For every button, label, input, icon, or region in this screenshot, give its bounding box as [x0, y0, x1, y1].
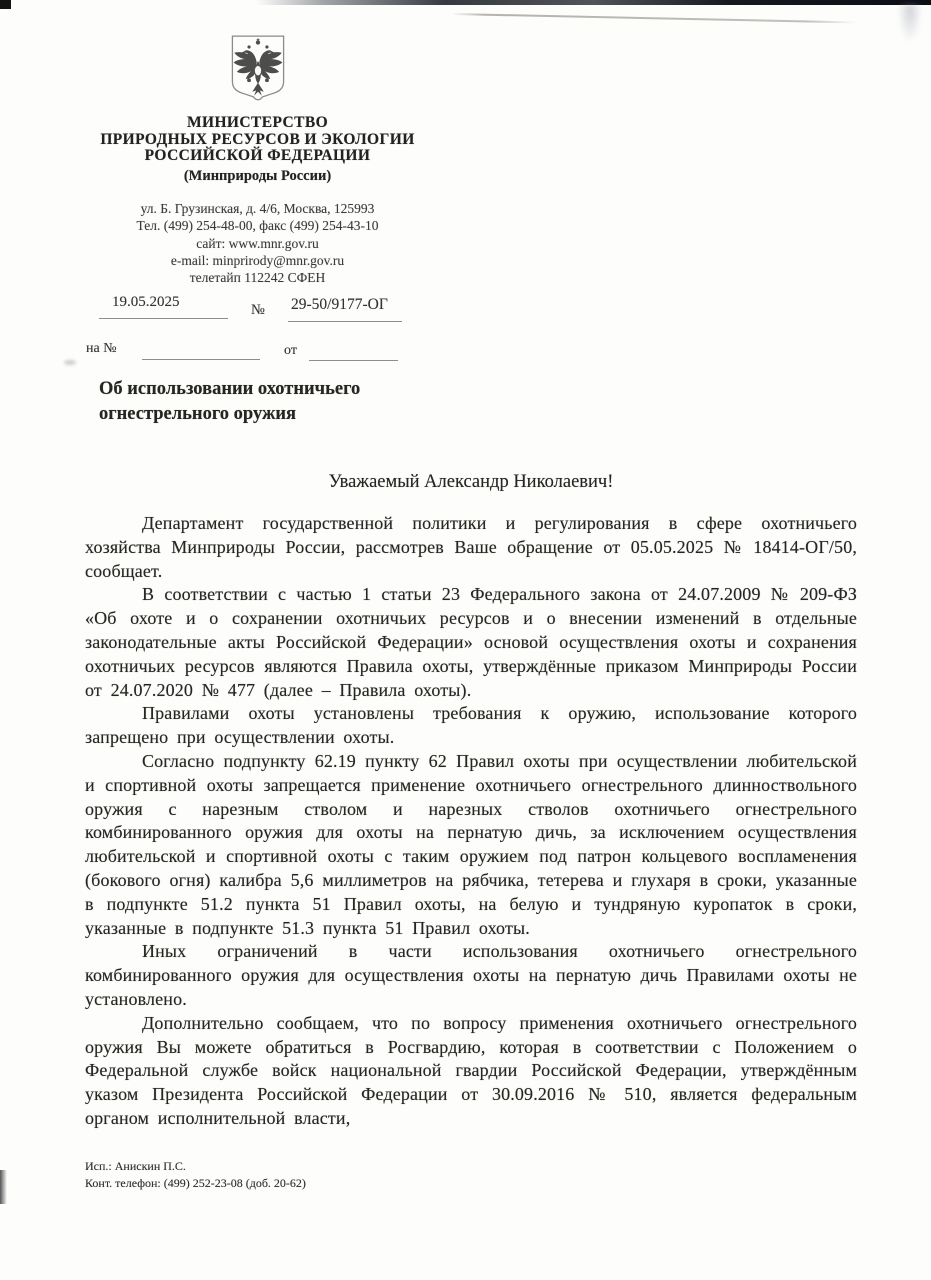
executor-footer [85, 1158, 306, 1191]
salutation: Уважаемый Александр Николаевич! [328, 472, 614, 492]
number-sign-label: № [251, 302, 265, 318]
body-paragraph: Иных ограничений в части использования охотничьего огнестрельного комбинированного оружия для осуществления охоты на пернатую дичь Правилами охоты не установлено. [85, 941, 857, 1009]
body-paragraph: Дополнительно сообщаем, что по вопросу применения охотничьего огнестрельного оружия Вы можете обратиться в Росгвардию, которая в соответствии с Положением о Федеральной службе войск национальной гвардии Российской Федерации, утверждённым указом Президента Российской Федерации от 30.09.2016 № 510, является федеральным органом исполнительной власти, [85, 1012, 857, 1128]
scan-artifact-dot-smudge [64, 360, 76, 365]
ministry-name-line: РОССИЙСКОЙ ФЕДЕРАЦИИ [144, 147, 371, 165]
reply-number-underline [142, 359, 260, 360]
number-underline [288, 321, 402, 322]
letterhead [85, 34, 430, 287]
scan-artifact-top-bar [256, 0, 931, 5]
body-paragraph: Согласно подпункту 62.19 пункту 62 Правил охоты при осуществлении любительской и спортивной охоты запрещается применение охотничьего огнестрельного длинноствольного оружия с нарезным стволом и нарезных стволов охотничьего огнестрельного комбинированного оружия для охоты на пернатую дичь, за исключением осуществления любительской и спортивной охоты с таким оружием под патрон кольцевого воспламенения (бокового огня) калибра 5,6 миллиметров на рябчика, тетерева и глухаря в сроки, указанные в подпункте 51.2 пункта 51 Правил охоты, на белую и тундряную куропаток в сроки, указанные в подпункте 51.3 пункта 51 Правил охоты. [85, 750, 857, 938]
address-line: ул. Б. Грузинская, д. 4/6, Москва, 125993 [140, 200, 375, 216]
letter-body [85, 512, 857, 1131]
russia-coat-of-arms-icon [226, 34, 290, 106]
ministry-name [85, 115, 430, 165]
subject-line: огнестрельного оружия [99, 403, 297, 424]
ministry-short-name: (Минприроды России) [183, 167, 332, 184]
date-underline [99, 318, 228, 319]
reply-from-label: от [284, 343, 297, 358]
reply-date-underline [309, 360, 398, 361]
subject-line: Об использовании охотничьего [99, 379, 361, 399]
scan-artifact-top-right-smudge [895, 4, 925, 74]
website-line: сайт: www.mnr.gov.ru [196, 235, 319, 251]
body-paragraph: Департамент государственной политики и регулирования в сфере охотничьего хозяйства Минприроды России, рассмотрев Ваше обращение от 05.05.2025 № 18414-ОГ/50, сообщает. [85, 513, 857, 581]
letter-number: 29-50/9177-ОГ [291, 296, 388, 313]
reply-to-label: на № [86, 341, 117, 356]
contact-block [85, 200, 430, 287]
email-line: e-mail: minprirody@mnr.gov.ru [170, 253, 345, 268]
ministry-name-line: МИНИСТЕРСТВО [186, 114, 329, 131]
ministry-name-line: ПРИРОДНЫХ РЕСУРСОВ И ЭКОЛОГИИ [100, 130, 415, 148]
scan-artifact-diagonal-line [452, 13, 856, 23]
letter-date: 19.05.2025 [112, 294, 180, 310]
executor-phone: Конт. телефон: (499) 252-23-08 (доб. 20-62) [85, 1175, 306, 1190]
subject-block [99, 377, 360, 426]
teletype-line: телетайп 112242 СФЕН [189, 270, 326, 286]
executor-name: Исп.: Анискин П.С. [85, 1159, 186, 1173]
body-paragraph: Правилами охоты установлены требования к оружию, использование которого запрещено при осуществлении охоты. [85, 703, 857, 748]
phone-line: Тел. (499) 254-48-00, факс (499) 254-43-10 [136, 218, 379, 234]
scan-artifact-left-edge-mark [0, 1170, 7, 1204]
scan-artifact-corner-notch [0, 0, 11, 9]
body-paragraph: В соответствии с частью 1 статьи 23 Федерального закона от 24.07.2009 № 209-ФЗ «Об охоте и о сохранении охотничьих ресурсов и о внесении изменений в отдельные законодательные акты Российской Федерации» основой осуществления охоты и сохранения охотничьих ресурсов являются Правила охоты, утверждённые приказом Минприроды России от 24.07.2020 № 477 (далее – Правила охоты). [85, 584, 857, 700]
